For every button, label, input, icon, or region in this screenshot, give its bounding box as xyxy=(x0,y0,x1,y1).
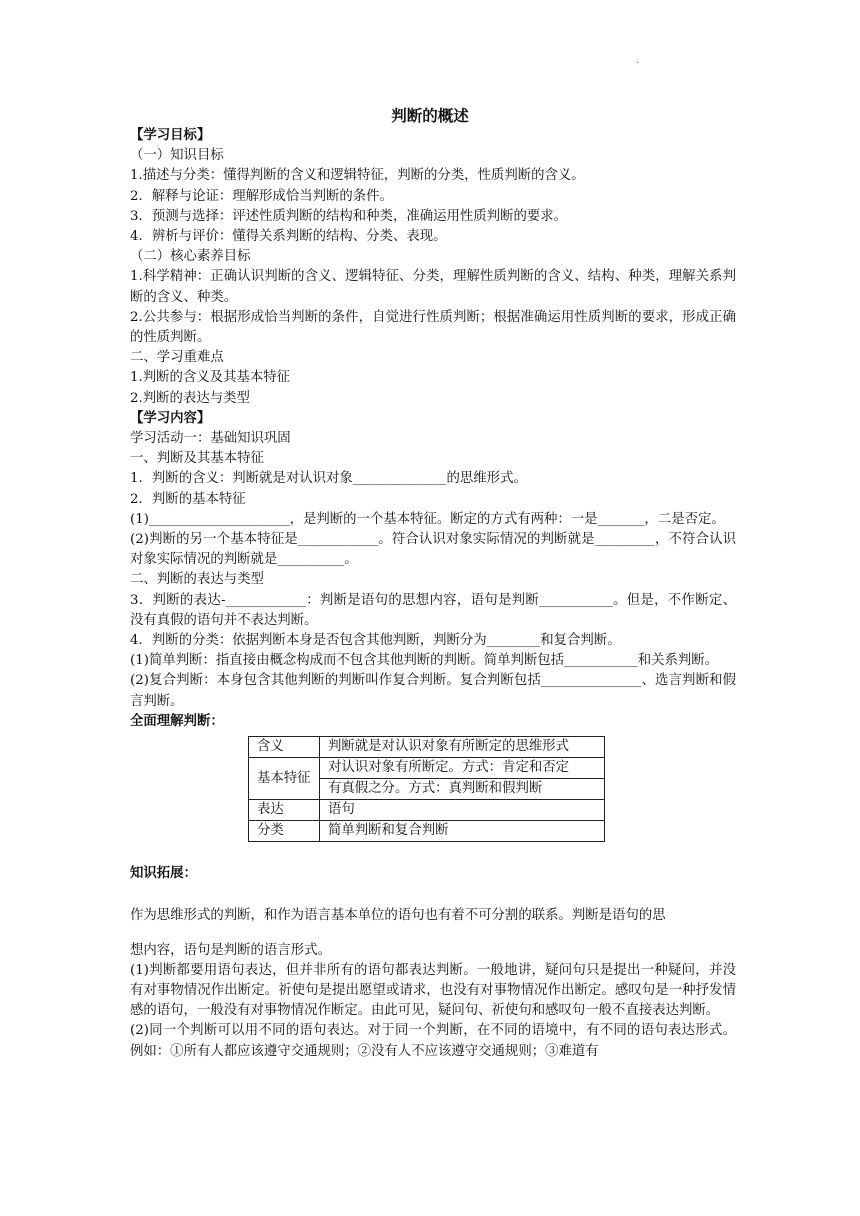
section-1-heading: 一、判断及其基本特征 xyxy=(130,451,264,467)
key-point-2: 2.判断的表达与类型 xyxy=(130,390,250,406)
extension-paragraph-3: (2)同一个判断可以用不同的语句表达。对于同一个判断，在不同的语境中，有不同的语句表达形式。例如：①所有人都应该遵守交通规则；②没有人不应该遵守交通规则；③难道有 xyxy=(130,1023,736,1059)
table-cell-value: 简单判断和复合判断 xyxy=(320,821,605,842)
table-cell-value: 对认识对象有所断定。方式：肯定和否定 xyxy=(320,758,605,779)
overview-table xyxy=(248,736,605,842)
knowledge-goals-heading: （一）知识目标 xyxy=(130,148,224,164)
table-cell-key: 基本特征 xyxy=(249,758,320,800)
table-cell-key: 含义 xyxy=(249,737,320,758)
knowledge-goal-2: 2．解释与论证：理解形成恰当判断的条件。 xyxy=(130,188,393,204)
table-cell-value: 语句 xyxy=(320,800,605,821)
objectives-heading: 【学习目标】 xyxy=(130,128,211,143)
extension-heading: 知识拓展： xyxy=(130,866,197,882)
question-4a: (1)简单判断：指直接由概念构成而不包含其他判断的判断。简单判断包括___________和关系判断。 xyxy=(130,653,719,669)
extension-paragraph-2: (1)判断都要用语句表达，但并非所有的语句都表达判断。一般地讲，疑问句只是提出一种疑问，并没有对事物情况作出断定。祈使句是提出愿望或请求，也没有对事物情况作出断定。感叹句是一种抒发情感的语句，一般没有对事物情况作断定。由此可见，疑问句、祈使句和感叹句一般不直接表达判断。 xyxy=(130,962,736,1019)
knowledge-goal-4: 4．辨析与评价：懂得关系判断的结构、分类、表现。 xyxy=(130,229,447,245)
table-row xyxy=(249,821,605,842)
extension-paragraph-1a: 作为思维形式的判断，和作为语言基本单位的语句也有着不可分割的联系。判断是语句的思 xyxy=(130,908,666,924)
question-4: 4．判断的分类：依据判断本身是否包含其他判断，判断分为________和复合判断。 xyxy=(130,633,621,649)
question-2a: (1)_____________________，是判断的一个基本特征。断定的方式有两种：一是_______，二是否定。 xyxy=(130,511,725,527)
key-point-1: 1.判断的含义及其基本特征 xyxy=(130,370,291,386)
question-1: 1．判断的含义：判断就是对认识对象______________的思维形式。 xyxy=(130,471,527,487)
table-cell-key: 分类 xyxy=(249,821,320,842)
overview-heading: 全面理解判断： xyxy=(130,713,224,729)
core-goals-heading: （二）核心素养目标 xyxy=(130,249,251,265)
content-heading: 【学习内容】 xyxy=(130,410,211,426)
table-cell-key: 表达 xyxy=(249,800,320,821)
table-row xyxy=(249,737,605,758)
extension-paragraph-1b: 想内容，语句是判断的语言形式。 xyxy=(130,942,331,958)
table-cell-value: 有真假之分。方式：真判断和假判断 xyxy=(320,779,605,800)
header-dot: · xyxy=(636,58,640,69)
document-body xyxy=(130,126,736,1062)
question-2: 2．判断的基本特征 xyxy=(130,491,246,507)
question-3: 3．判断的表达-____________：判断是语句的思想内容，语句是判断___________。但是，不作断定、没有真假的语句并不表达判断。 xyxy=(130,592,736,628)
page-title: 判断的概述 xyxy=(391,107,469,125)
core-goal-2: 2.公共参与：根据形成恰当判断的条件，自觉进行性质判断；根据准确运用性质判断的要求，形成正确的性质判断。 xyxy=(130,309,736,346)
key-points-heading: 二、学习重难点 xyxy=(130,350,224,366)
question-4b: (2)复合判断：本身包含其他判断的判断叫作复合判断。复合判断包括_______________、选言判断和假言判断。 xyxy=(130,673,736,709)
table-cell-value: 判断就是对认识对象有所断定的思维形式 xyxy=(320,737,605,758)
core-goal-1: 1.科学精神：正确认识判断的含义、逻辑特征、分类，理解性质判断的含义、结构、种类，理解关系判断的含义、种类。 xyxy=(130,269,736,305)
table-row xyxy=(249,758,605,779)
table-row xyxy=(249,800,605,821)
activity-title: 学习活动一：基础知识巩固 xyxy=(130,431,291,447)
question-2b: (2)判断的另一个基本特征是____________。符合认识对象实际情况的判断就是_________，不符合认识对象实际情况的判断就是__________。 xyxy=(130,532,736,568)
knowledge-goal-1: 1.描述与分类：懂得判断的含义和逻辑特征，判断的分类，性质判断的含义。 xyxy=(130,168,585,184)
section-2-heading: 二、判断的表达与类型 xyxy=(130,572,264,588)
knowledge-goal-3: 3．预测与选择：评述性质判断的结构和种类，准确运用性质判断的要求。 xyxy=(130,208,568,224)
